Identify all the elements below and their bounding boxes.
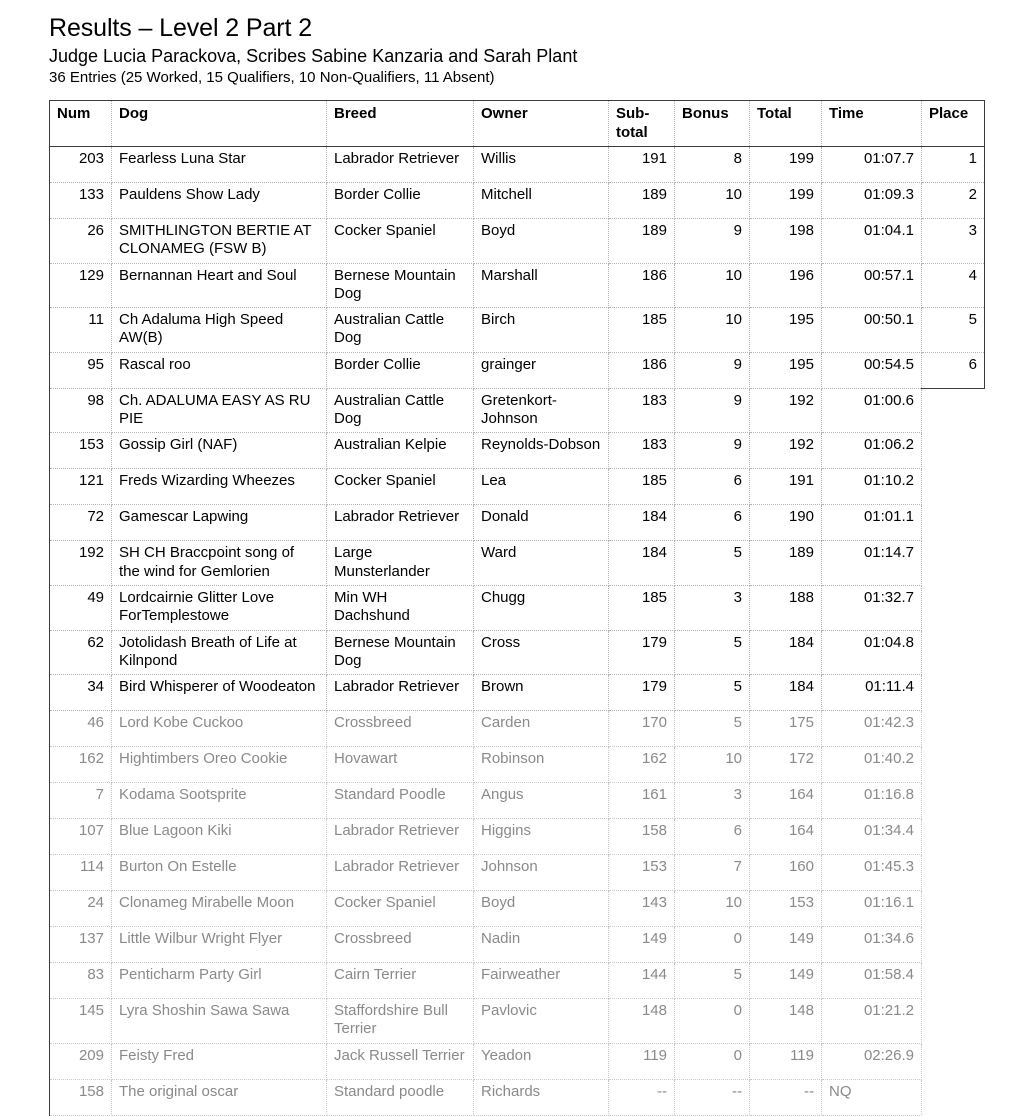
cell-bonus: 5 — [675, 711, 750, 747]
cell-place: 4 — [922, 263, 985, 308]
cell-owner: Brown — [474, 675, 609, 711]
cell-bonus: 10 — [675, 182, 750, 218]
cell-dog: Fearless Luna Star — [112, 146, 327, 182]
cell-breed: Labrador Retriever — [327, 819, 474, 855]
cell-breed: Australian Kelpie — [327, 433, 474, 469]
cell-num: 192 — [50, 541, 112, 586]
cell-sub: 158 — [609, 819, 675, 855]
table-row — [50, 819, 985, 855]
cell-total: 195 — [750, 308, 822, 353]
table-row — [50, 505, 985, 541]
cell-total: 153 — [750, 891, 822, 927]
cell-sub: 185 — [609, 308, 675, 353]
cell-sub: 144 — [609, 963, 675, 999]
cell-total: 148 — [750, 999, 822, 1044]
cell-bonus: 10 — [675, 263, 750, 308]
cell-num: 7 — [50, 783, 112, 819]
cell-place — [922, 747, 985, 783]
cell-breed: Cocker Spaniel — [327, 891, 474, 927]
cell-owner: Carden — [474, 711, 609, 747]
cell-owner: Robinson — [474, 747, 609, 783]
cell-num: 145 — [50, 999, 112, 1044]
cell-sub: 170 — [609, 711, 675, 747]
cell-total: 172 — [750, 747, 822, 783]
cell-time: 01:21.2 — [822, 999, 922, 1044]
cell-time: 01:42.3 — [822, 711, 922, 747]
cell-time: 00:54.5 — [822, 352, 922, 388]
cell-breed: Labrador Retriever — [327, 505, 474, 541]
cell-breed: Staffordshire Bull Terrier — [327, 999, 474, 1044]
cell-dog: Ch. ADALUMA EASY AS RU PIE — [112, 388, 327, 433]
cell-num: 121 — [50, 469, 112, 505]
cell-time: 01:04.8 — [822, 630, 922, 675]
page-title: Results – Level 2 Part 2 — [49, 14, 313, 42]
cell-total: 160 — [750, 855, 822, 891]
cell-breed: Jack Russell Terrier — [327, 1043, 474, 1079]
cell-breed: Border Collie — [327, 352, 474, 388]
cell-time: 01:16.8 — [822, 783, 922, 819]
cell-time: 01:06.2 — [822, 433, 922, 469]
cell-place — [922, 1079, 985, 1115]
cell-owner: Mitchell — [474, 182, 609, 218]
table-row — [50, 218, 985, 263]
cell-bonus: 9 — [675, 433, 750, 469]
cell-place — [922, 1043, 985, 1079]
results-table — [49, 100, 985, 1115]
cell-num: 162 — [50, 747, 112, 783]
cell-dog: Freds Wizarding Wheezes — [112, 469, 327, 505]
cell-breed: Crossbreed — [327, 927, 474, 963]
cell-num: 153 — [50, 433, 112, 469]
cell-place: 3 — [922, 218, 985, 263]
cell-sub: 185 — [609, 585, 675, 630]
cell-num: 137 — [50, 927, 112, 963]
entries-summary-line: 36 Entries (25 Worked, 15 Qualifiers, 10 Non-Qualifiers, 11 Absent) — [49, 69, 495, 87]
table-row — [50, 783, 985, 819]
cell-sub: 189 — [609, 218, 675, 263]
cell-place — [922, 711, 985, 747]
cell-place — [922, 927, 985, 963]
cell-time: 01:34.4 — [822, 819, 922, 855]
cell-sub: 189 — [609, 182, 675, 218]
cell-num: 95 — [50, 352, 112, 388]
cell-dog: Blue Lagoon Kiki — [112, 819, 327, 855]
cell-time: 01:00.6 — [822, 388, 922, 433]
cell-bonus: 10 — [675, 747, 750, 783]
table-row — [50, 747, 985, 783]
cell-owner: Cross — [474, 630, 609, 675]
cell-breed: Bernese Mountain Dog — [327, 263, 474, 308]
column-header-bonus: Bonus — [675, 101, 750, 147]
table-row — [50, 855, 985, 891]
cell-num: 203 — [50, 146, 112, 182]
cell-dog: Rascal roo — [112, 352, 327, 388]
cell-sub: 179 — [609, 675, 675, 711]
cell-dog: SMITHLINGTON BERTIE AT CLONAMEG (FSW B) — [112, 218, 327, 263]
cell-owner: Willis — [474, 146, 609, 182]
cell-breed: Cairn Terrier — [327, 963, 474, 999]
cell-time: 01:07.7 — [822, 146, 922, 182]
cell-dog: SH CH Braccpoint song of the wind for Gemlorien — [112, 541, 327, 586]
cell-breed: Labrador Retriever — [327, 146, 474, 182]
cell-time: 01:40.2 — [822, 747, 922, 783]
cell-owner: Ward — [474, 541, 609, 586]
column-header-place: Place — [922, 101, 985, 147]
cell-owner: Chugg — [474, 585, 609, 630]
cell-time: 00:57.1 — [822, 263, 922, 308]
cell-total: 198 — [750, 218, 822, 263]
cell-owner: Angus — [474, 783, 609, 819]
cell-time: 01:04.1 — [822, 218, 922, 263]
cell-place — [922, 585, 985, 630]
cell-dog: The original oscar — [112, 1079, 327, 1115]
cell-dog: Ch Adaluma High Speed AW(B) — [112, 308, 327, 353]
cell-bonus: 5 — [675, 675, 750, 711]
cell-breed: Australian Cattle Dog — [327, 308, 474, 353]
cell-num: 24 — [50, 891, 112, 927]
cell-bonus: 6 — [675, 505, 750, 541]
cell-place — [922, 388, 985, 433]
table-row — [50, 308, 985, 353]
cell-total: 188 — [750, 585, 822, 630]
cell-num: 107 — [50, 819, 112, 855]
cell-dog: Bird Whisperer of Woodeaton — [112, 675, 327, 711]
cell-owner: Fairweather — [474, 963, 609, 999]
cell-place — [922, 675, 985, 711]
cell-breed: Australian Cattle Dog — [327, 388, 474, 433]
cell-place — [922, 630, 985, 675]
header-row — [50, 101, 985, 147]
cell-time: 01:16.1 — [822, 891, 922, 927]
cell-place — [922, 819, 985, 855]
cell-num: 11 — [50, 308, 112, 353]
cell-dog: Kodama Sootsprite — [112, 783, 327, 819]
cell-total: 189 — [750, 541, 822, 586]
table-row — [50, 675, 985, 711]
column-header-time: Time — [822, 101, 922, 147]
cell-total: 149 — [750, 963, 822, 999]
cell-sub: 149 — [609, 927, 675, 963]
cell-dog: Gamescar Lapwing — [112, 505, 327, 541]
cell-time: 01:58.4 — [822, 963, 922, 999]
column-header-num: Num — [50, 101, 112, 147]
cell-total: 199 — [750, 146, 822, 182]
cell-bonus: 5 — [675, 541, 750, 586]
column-header-total: Total — [750, 101, 822, 147]
cell-breed: Labrador Retriever — [327, 855, 474, 891]
cell-total: 184 — [750, 675, 822, 711]
cell-sub: 183 — [609, 433, 675, 469]
cell-breed: Labrador Retriever — [327, 675, 474, 711]
cell-bonus: 0 — [675, 999, 750, 1044]
table-row — [50, 1079, 985, 1115]
results-table-body — [50, 146, 985, 1115]
cell-bonus: 9 — [675, 388, 750, 433]
cell-bonus: 10 — [675, 308, 750, 353]
cell-place: 5 — [922, 308, 985, 353]
table-row — [50, 146, 985, 182]
cell-dog: Lyra Shoshin Sawa Sawa — [112, 999, 327, 1044]
cell-owner: Marshall — [474, 263, 609, 308]
cell-time: 01:11.4 — [822, 675, 922, 711]
cell-num: 46 — [50, 711, 112, 747]
cell-dog: Penticharm Party Girl — [112, 963, 327, 999]
results-table-header — [50, 101, 985, 147]
cell-dog: Jotolidash Breath of Life at Kilnpond — [112, 630, 327, 675]
cell-dog: Bernannan Heart and Soul — [112, 263, 327, 308]
cell-place — [922, 855, 985, 891]
cell-owner: Richards — [474, 1079, 609, 1115]
table-row — [50, 999, 985, 1044]
cell-time: 01:01.1 — [822, 505, 922, 541]
cell-bonus: 10 — [675, 891, 750, 927]
cell-dog: Lordcairnie Glitter Love ForTemplestowe — [112, 585, 327, 630]
cell-total: 199 — [750, 182, 822, 218]
cell-sub: 184 — [609, 541, 675, 586]
cell-num: 158 — [50, 1079, 112, 1115]
cell-place — [922, 891, 985, 927]
cell-sub: 184 — [609, 505, 675, 541]
cell-num: 114 — [50, 855, 112, 891]
cell-sub: 186 — [609, 352, 675, 388]
cell-bonus: 8 — [675, 146, 750, 182]
cell-sub: 185 — [609, 469, 675, 505]
cell-sub: 119 — [609, 1043, 675, 1079]
cell-owner: Boyd — [474, 218, 609, 263]
cell-num: 209 — [50, 1043, 112, 1079]
cell-dog: Lord Kobe Cuckoo — [112, 711, 327, 747]
table-row — [50, 469, 985, 505]
cell-total: 149 — [750, 927, 822, 963]
cell-place: 1 — [922, 146, 985, 182]
cell-owner: Johnson — [474, 855, 609, 891]
cell-total: -- — [750, 1079, 822, 1115]
cell-sub: 162 — [609, 747, 675, 783]
cell-total: 195 — [750, 352, 822, 388]
cell-bonus: 0 — [675, 1043, 750, 1079]
cell-time: NQ — [822, 1079, 922, 1115]
cell-breed: Min WH Dachshund — [327, 585, 474, 630]
table-row — [50, 541, 985, 586]
cell-total: 192 — [750, 388, 822, 433]
cell-sub: 191 — [609, 146, 675, 182]
column-header-subtotal: Sub-total — [609, 101, 675, 147]
cell-owner: Reynolds-Dobson — [474, 433, 609, 469]
cell-breed: Cocker Spaniel — [327, 218, 474, 263]
table-row — [50, 182, 985, 218]
cell-breed: Border Collie — [327, 182, 474, 218]
cell-place — [922, 783, 985, 819]
column-header-owner: Owner — [474, 101, 609, 147]
cell-time: 01:14.7 — [822, 541, 922, 586]
cell-breed: Standard Poodle — [327, 783, 474, 819]
results-table-container — [49, 100, 988, 1115]
cell-dog: Little Wilbur Wright Flyer — [112, 927, 327, 963]
cell-total: 119 — [750, 1043, 822, 1079]
table-row — [50, 711, 985, 747]
cell-owner: Birch — [474, 308, 609, 353]
cell-total: 192 — [750, 433, 822, 469]
cell-breed: Hovawart — [327, 747, 474, 783]
cell-num: 26 — [50, 218, 112, 263]
column-header-dog: Dog — [112, 101, 327, 147]
cell-dog: Burton On Estelle — [112, 855, 327, 891]
cell-dog: Feisty Fred — [112, 1043, 327, 1079]
cell-time: 01:45.3 — [822, 855, 922, 891]
cell-sub: -- — [609, 1079, 675, 1115]
cell-time: 01:32.7 — [822, 585, 922, 630]
cell-sub: 148 — [609, 999, 675, 1044]
cell-total: 190 — [750, 505, 822, 541]
cell-time: 01:10.2 — [822, 469, 922, 505]
cell-total: 164 — [750, 783, 822, 819]
cell-dog: Gossip Girl (NAF) — [112, 433, 327, 469]
cell-place: 2 — [922, 182, 985, 218]
cell-owner: Donald — [474, 505, 609, 541]
cell-sub: 153 — [609, 855, 675, 891]
cell-num: 98 — [50, 388, 112, 433]
cell-sub: 186 — [609, 263, 675, 308]
cell-num: 49 — [50, 585, 112, 630]
cell-owner: Higgins — [474, 819, 609, 855]
cell-breed: Bernese Mountain Dog — [327, 630, 474, 675]
table-row — [50, 263, 985, 308]
cell-sub: 183 — [609, 388, 675, 433]
cell-breed: Large Munsterlander — [327, 541, 474, 586]
table-row — [50, 585, 985, 630]
cell-place — [922, 541, 985, 586]
table-row — [50, 630, 985, 675]
cell-breed: Cocker Spaniel — [327, 469, 474, 505]
table-row — [50, 891, 985, 927]
cell-owner: Boyd — [474, 891, 609, 927]
cell-owner: grainger — [474, 352, 609, 388]
table-row — [50, 433, 985, 469]
table-row — [50, 352, 985, 388]
cell-owner: Pavlovic — [474, 999, 609, 1044]
cell-place: 6 — [922, 352, 985, 388]
cell-bonus: 3 — [675, 783, 750, 819]
cell-place — [922, 433, 985, 469]
cell-num: 83 — [50, 963, 112, 999]
cell-total: 191 — [750, 469, 822, 505]
cell-place — [922, 999, 985, 1044]
cell-breed: Crossbreed — [327, 711, 474, 747]
cell-total: 164 — [750, 819, 822, 855]
cell-sub: 143 — [609, 891, 675, 927]
cell-bonus: 9 — [675, 352, 750, 388]
cell-bonus: 5 — [675, 630, 750, 675]
cell-bonus: 3 — [675, 585, 750, 630]
judge-and-scribes-line: Judge Lucia Parackova, Scribes Sabine Kanzaria and Sarah Plant — [49, 45, 578, 66]
cell-owner: Gretenkort-Johnson — [474, 388, 609, 433]
cell-dog: Hightimbers Oreo Cookie — [112, 747, 327, 783]
column-header-breed: Breed — [327, 101, 474, 147]
cell-dog: Pauldens Show Lady — [112, 182, 327, 218]
cell-time: 01:34.6 — [822, 927, 922, 963]
cell-total: 196 — [750, 263, 822, 308]
cell-bonus: -- — [675, 1079, 750, 1115]
cell-owner: Yeadon — [474, 1043, 609, 1079]
table-row — [50, 927, 985, 963]
cell-time: 00:50.1 — [822, 308, 922, 353]
cell-bonus: 9 — [675, 218, 750, 263]
cell-num: 62 — [50, 630, 112, 675]
cell-num: 72 — [50, 505, 112, 541]
table-row — [50, 963, 985, 999]
table-row — [50, 1043, 985, 1079]
cell-total: 184 — [750, 630, 822, 675]
cell-sub: 179 — [609, 630, 675, 675]
cell-num: 34 — [50, 675, 112, 711]
cell-place — [922, 963, 985, 999]
cell-breed: Standard poodle — [327, 1079, 474, 1115]
cell-place — [922, 505, 985, 541]
cell-owner: Lea — [474, 469, 609, 505]
cell-total: 175 — [750, 711, 822, 747]
cell-time: 02:26.9 — [822, 1043, 922, 1079]
table-row — [50, 388, 985, 433]
cell-owner: Nadin — [474, 927, 609, 963]
cell-bonus: 0 — [675, 927, 750, 963]
cell-dog: Clonameg Mirabelle Moon — [112, 891, 327, 927]
cell-sub: 161 — [609, 783, 675, 819]
cell-bonus: 6 — [675, 819, 750, 855]
cell-bonus: 5 — [675, 963, 750, 999]
cell-place — [922, 469, 985, 505]
cell-bonus: 7 — [675, 855, 750, 891]
cell-num: 129 — [50, 263, 112, 308]
cell-num: 133 — [50, 182, 112, 218]
cell-time: 01:09.3 — [822, 182, 922, 218]
cell-bonus: 6 — [675, 469, 750, 505]
